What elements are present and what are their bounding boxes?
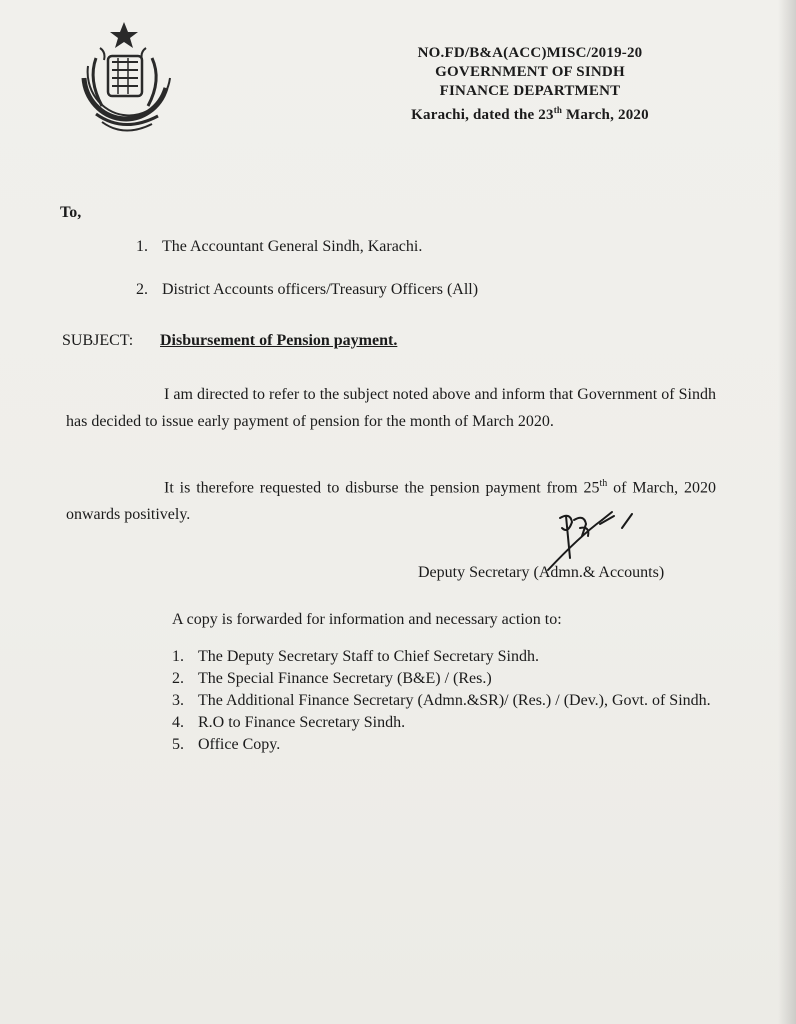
subject-line — [62, 332, 397, 350]
subject-label: SUBJECT: — [62, 332, 134, 349]
body-paragraph-1: I am directed to refer to the subject noted above and inform that Government of Sindh has decided to issue early payment of pension for the month of March 2020. — [66, 386, 716, 430]
addressee-item: 2. District Accounts officers/Treasury Officers (All) — [136, 281, 479, 298]
list-item: 5. Office Copy. — [172, 736, 281, 753]
letter-date: Karachi, dated the 23th March, 2020 — [411, 105, 649, 123]
page-edge-shadow — [778, 0, 796, 1024]
department-name: FINANCE DEPARTMENT — [439, 83, 621, 99]
addressee-item: 1. The Accountant General Sindh, Karachi. — [136, 238, 423, 255]
letter-header — [380, 44, 680, 125]
subject-text: Disbursement of Pension payment. — [160, 332, 398, 349]
copy-forwarded-intro: A copy is forwarded for information and necessary action to: — [172, 611, 562, 628]
government-seal-icon — [66, 18, 184, 146]
list-item: 1. The Deputy Secretary Staff to Chief Secretary Sindh. — [172, 648, 539, 665]
reference-number: NO.FD/B&A(ACC)MISC/2019-20 — [417, 45, 643, 61]
to-label: To, — [60, 204, 82, 221]
body-paragraph-2: It is therefore requested to disburse the pension payment from 25th of March, 2020 onwards positively. — [66, 478, 716, 524]
list-item: 2. The Special Finance Secretary (B&E) / (Res.) — [172, 670, 492, 687]
list-item: 3. The Additional Finance Secretary (Admn.&SR)/ (Res.) / (Dev.), Govt. of Sindh. — [172, 692, 711, 709]
copy-recipients-list — [172, 646, 742, 756]
government-name: GOVERNMENT OF SINDH — [435, 64, 625, 80]
list-item: 4. R.O to Finance Secretary Sindh. — [172, 714, 406, 731]
signatory-designation: Deputy Secretary (Admn.& Accounts) — [418, 564, 665, 581]
